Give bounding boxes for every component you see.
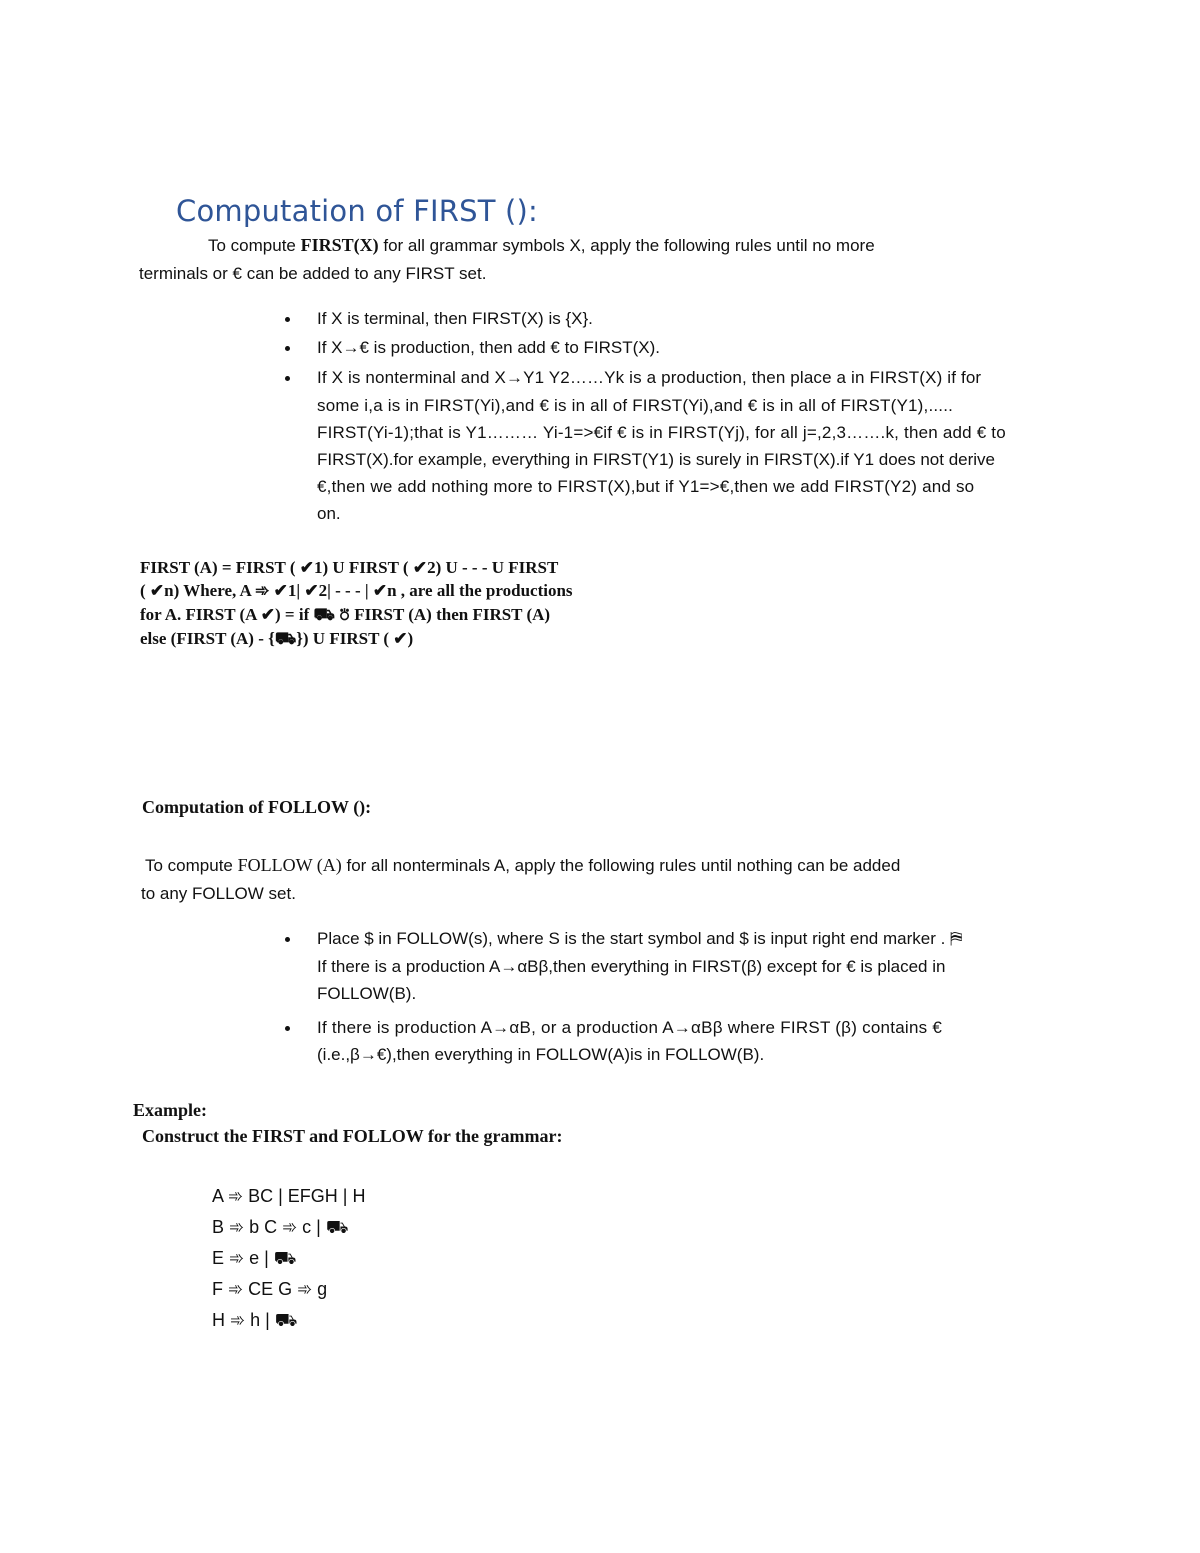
first-intro-line1 [208, 235, 875, 256]
first-rule-3-line-6: on. [317, 504, 341, 523]
first-formula-line-1: FIRST (A) = FIRST ( ✔1) U FIRST ( ✔2) U - - - U FIRST [140, 558, 559, 577]
bullet-icon [285, 346, 290, 351]
follow-rule-2-line-1: If there is production A→αB, or a production A→αBβ where FIRST (β) contains € [317, 1018, 943, 1037]
first-rule-3: If X is nonterminal and X→Y1 Y2……Yk is a production, then place a in FIRST(X) if for [317, 368, 982, 387]
follow-intro-line2: to any FOLLOW set. [141, 884, 296, 903]
grammar-line-5: H ➾ h | ⛟ [212, 1310, 298, 1330]
grammar-line-4: F ➾ CE G ➾ g [212, 1279, 328, 1299]
first-intro-pre: To compute [208, 236, 301, 255]
first-intro-post: for all grammar symbols X, apply the following rules until no more [378, 236, 875, 255]
first-section-title: Computation of FIRST (): [176, 194, 539, 228]
grammar-line-3: E ➾ e | ⛟ [212, 1248, 297, 1268]
example-heading: Example: [133, 1100, 207, 1120]
bullet-icon [285, 937, 290, 942]
follow-intro-line1 [145, 855, 900, 876]
grammar-line-2: B ➾ b C ➾ c | ⛟ [212, 1217, 349, 1237]
first-rule-3-line-2: some i,a is in FIRST(Yi),and € is in all of FIRST(Yi),and € is in all of FIRST(Y1),..... [317, 396, 954, 415]
first-formula-line-4: else (FIRST (A) - {⛟}) U FIRST ( ✔) [140, 629, 414, 648]
follow-rule-1-line-1: Place $ in FOLLOW(s), where S is the start symbol and $ is input right end marker . ⛿ [317, 929, 963, 948]
first-rule-3-line-3: FIRST(Yi-1);that is Y1……… Yi-1=>€if € is in FIRST(Yj), for all j=,2,3…….k, then add € to [317, 423, 1006, 442]
follow-intro-pre: To compute [145, 856, 238, 875]
first-rule-2: If X→€ is production, then add € to FIRST(X). [317, 338, 660, 357]
first-intro-line2: terminals or € can be added to any FIRST set. [139, 264, 487, 283]
grammar-line-1: A ➾ BC | EFGH | H [212, 1186, 366, 1206]
follow-rule-2-line-2: (i.e.,β→€),then everything in FOLLOW(A)is in FOLLOW(B). [317, 1045, 765, 1064]
follow-rule-1-line-3: FOLLOW(B). [317, 984, 417, 1003]
follow-intro-bold: FOLLOW (A) [237, 855, 342, 875]
example-subheading: Construct the FIRST and FOLLOW for the grammar: [142, 1126, 563, 1146]
bullet-icon [285, 317, 290, 322]
bullet-icon [285, 376, 290, 381]
follow-section-title: Computation of FOLLOW (): [142, 797, 372, 817]
first-rule-3-line-5: €,then we add nothing more to FIRST(X),but if Y1=>€,then we add FIRST(Y2) and so [317, 477, 975, 496]
first-intro-bold: FIRST(X) [300, 235, 379, 255]
follow-rule-1-line-2: If there is a production A→αBβ,then everything in FIRST(β) except for € is placed in [317, 957, 946, 976]
first-rule-3-line-4: FIRST(X).for example, everything in FIRST(Y1) is surely in FIRST(X).if Y1 does not derive [317, 450, 996, 469]
first-rule-1: If X is terminal, then FIRST(X) is {X}. [317, 309, 593, 328]
first-formula-line-3: for A. FIRST (A ✔) = if ⛟ ⛣ FIRST (A) then FIRST (A) [140, 605, 551, 624]
first-formula-line-2: ( ✔n) Where, A ➾ ✔1| ✔2| - - - | ✔n , are all the productions [140, 581, 573, 600]
follow-intro-post: for all nonterminals A, apply the following rules until nothing can be added [341, 856, 901, 875]
bullet-icon [285, 1026, 290, 1031]
